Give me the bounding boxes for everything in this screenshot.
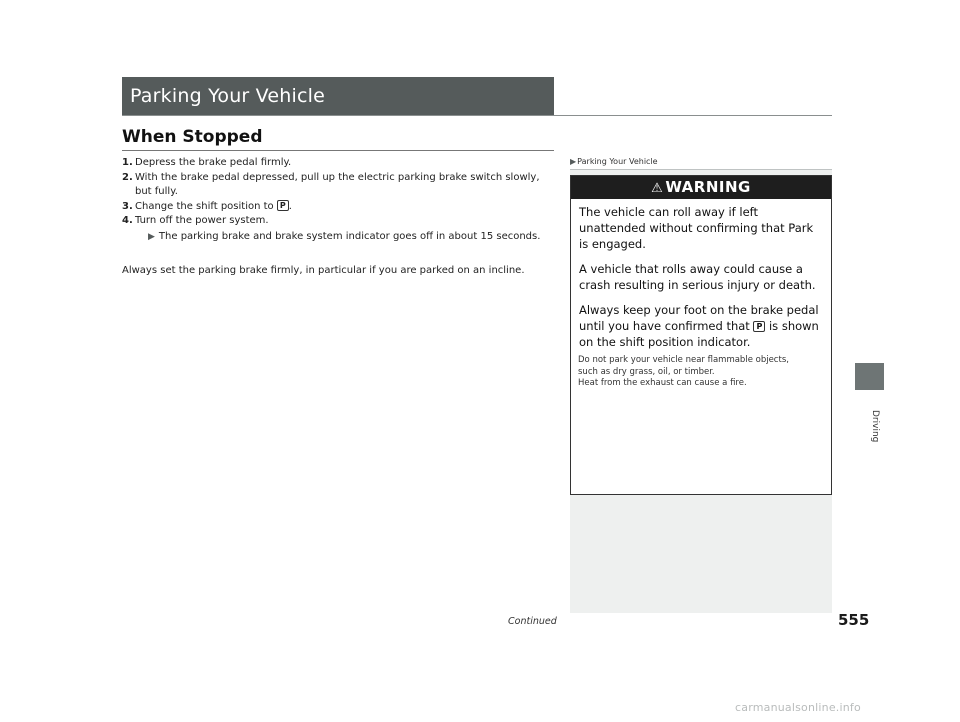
warning-paragraph: A vehicle that rolls away could cause a crash resulting in serious injury or death.	[579, 262, 816, 292]
triangle-arrow-icon: ▶	[148, 231, 155, 242]
sidebar-reference-label: Parking Your Vehicle	[577, 157, 658, 166]
step-number: 4.	[122, 215, 133, 226]
step-text-end: .	[288, 200, 292, 212]
warning-text-before: Always keep your foot on the brake pedal until you have confirmed that	[579, 303, 819, 333]
parking-note: Always set the parking brake firmly, in particular if you are parked on an incline.	[122, 265, 525, 276]
chapter-tab-label: Driving	[870, 410, 880, 443]
warning-paragraph-last	[579, 302, 823, 350]
chapter-tab	[855, 363, 884, 390]
step-subnote	[135, 230, 552, 245]
step-item	[122, 214, 552, 244]
warning-header	[571, 176, 831, 199]
step-text: Turn off the power system.	[135, 215, 269, 226]
sidebar-body-line: Do not park your vehicle near flammable objects,	[578, 355, 789, 365]
step-text: Depress the brake pedal firmly.	[135, 157, 292, 168]
sidebar-body-line: such as dry grass, oil, or timber.	[578, 366, 715, 377]
sidebar-reference[interactable]	[570, 155, 832, 170]
step-item	[122, 171, 552, 200]
warning-title: WARNING	[665, 178, 751, 196]
reference-icon: ▶	[570, 157, 577, 166]
step-text: Change the shift position to	[135, 200, 277, 212]
sidebar-panel	[570, 155, 832, 613]
continued-label: Continued	[508, 616, 557, 627]
watermark: carmanualsonline.info	[735, 701, 861, 714]
warning-text-after: is shown on the shift position indicator.	[579, 319, 819, 349]
warning-text	[571, 199, 831, 350]
steps-list	[122, 156, 552, 244]
step-number: 2.	[122, 171, 133, 183]
step-number: 3.	[122, 200, 133, 212]
step-item	[122, 156, 552, 171]
title-divider	[122, 115, 832, 116]
warning-paragraph: The vehicle can roll away if left unattended without confirming that Park is engaged.	[579, 205, 814, 251]
step-text: With the brake pedal depressed, pull up the electric parking brake switch slowly, but fully.	[135, 171, 540, 197]
step-number: 1.	[122, 157, 133, 168]
park-key-icon: P	[277, 200, 289, 211]
park-key-icon: P	[753, 321, 765, 332]
step-item	[122, 200, 552, 215]
page-title: Parking Your Vehicle	[122, 77, 554, 115]
sidebar-body	[578, 355, 828, 390]
section-divider	[122, 150, 554, 151]
warning-triangle-icon: ⚠	[651, 181, 664, 196]
section-heading: When Stopped	[122, 127, 263, 147]
page-number: 555	[838, 611, 870, 629]
step-subnote-text: The parking brake and brake system indicator goes off in about 15 seconds.	[158, 230, 541, 242]
sidebar-body-line: Heat from the exhaust can cause a fire.	[578, 378, 747, 388]
warning-box	[570, 175, 832, 495]
